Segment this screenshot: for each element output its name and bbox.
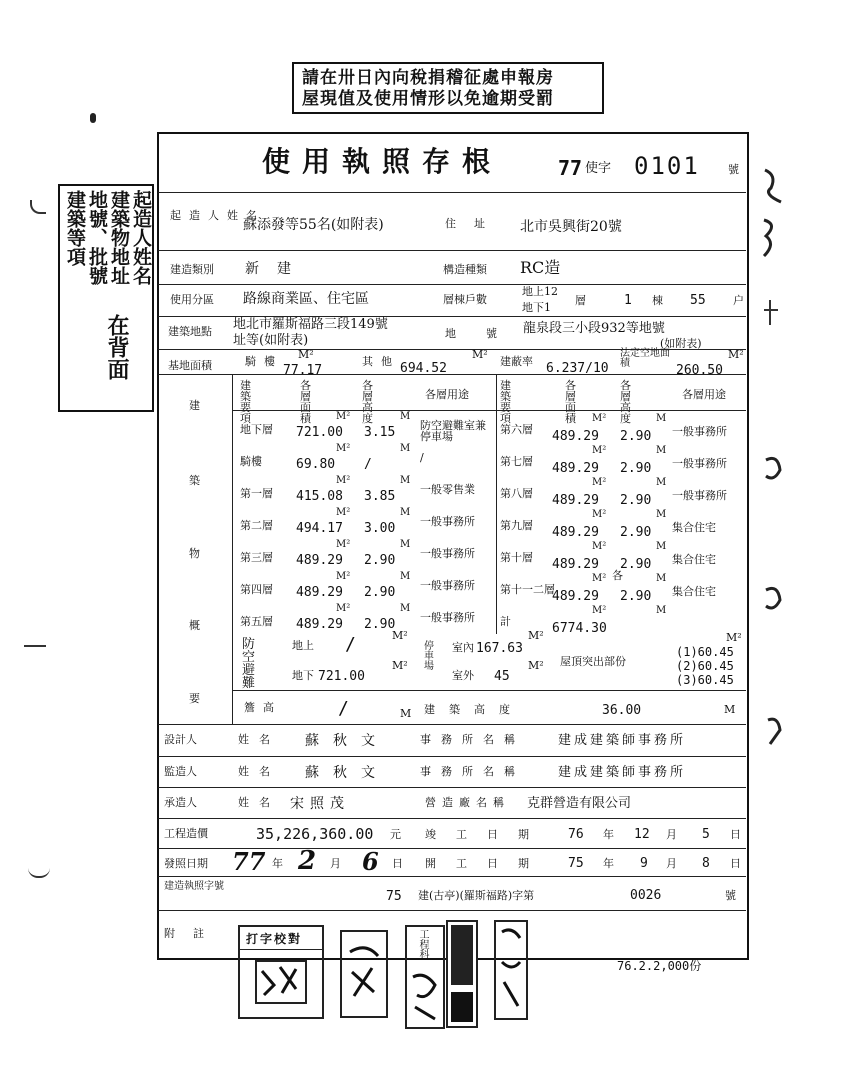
floor-use: 防空避難室兼停車場 <box>420 419 486 443</box>
other-value: 694.52 <box>400 361 447 376</box>
complete-month: 12 <box>634 827 650 842</box>
head-left-area: 各層面積 <box>300 379 317 425</box>
other-label: 其他 <box>362 355 400 368</box>
floors-hu-num: 55 <box>690 293 706 308</box>
site-line2: 址等(如附表) <box>233 333 309 348</box>
floor-use: 集合住宅 <box>672 521 716 534</box>
floor-height: 2.90 <box>620 525 652 540</box>
floor-use: 一般事務所 <box>420 547 475 560</box>
supervisor-office-label: 事務所名稱 <box>420 765 525 778</box>
start-m: 月 <box>666 857 677 870</box>
divider <box>158 818 746 819</box>
floor-height: 3.85 <box>364 489 396 504</box>
side-note-col6: 在背面 <box>104 314 130 380</box>
head-right-use: 各層用途 <box>682 388 726 401</box>
divider <box>158 724 746 725</box>
head-left-height: 各層高度 <box>362 379 379 425</box>
floor-height: 2.90 <box>620 557 652 572</box>
site-label: 建築地點 <box>168 325 212 338</box>
area-unit: M² <box>592 477 607 488</box>
floor-area: 489.29 <box>552 589 599 604</box>
shelter-below-value: 721.00 <box>318 669 365 684</box>
height-unit: M <box>400 507 411 518</box>
floor-height: 2.90 <box>364 585 396 600</box>
divider <box>158 787 746 788</box>
floor-item: 第六層 <box>500 423 533 436</box>
floor-height: 2.90 <box>620 493 652 508</box>
permit-ref-mid: 建(古亭)(羅斯福路)字第 <box>418 889 535 902</box>
issue-m: 月 <box>330 857 341 870</box>
height-unit: M <box>656 573 667 584</box>
category-value: 新建 <box>245 261 309 277</box>
seal-mark <box>496 922 526 1018</box>
permit-char: 使字 <box>585 161 612 176</box>
area-unit: M² <box>592 605 607 616</box>
lot-value: 龍泉段三小段932等地號 <box>523 321 665 336</box>
height-unit: M <box>656 541 667 552</box>
floor-item: 第三層 <box>240 551 273 564</box>
floor-area: 494.17 <box>296 521 343 536</box>
floor-use: 一般事務所 <box>420 515 475 528</box>
floor-use: 一般事務所 <box>672 425 727 438</box>
divider <box>158 910 746 911</box>
permit-ref-no: 0026 <box>630 888 662 903</box>
floor-height: 2.90 <box>620 461 652 476</box>
floor-use: 一般事務所 <box>420 611 475 624</box>
margin-mark <box>24 645 46 647</box>
divider <box>158 756 746 757</box>
floors-dong-num: 1 <box>624 293 632 308</box>
parking-label: 停車場 <box>424 641 434 672</box>
parking-out-value: 45 <box>494 669 510 684</box>
contractor-firm-label: 營造廠名稱 <box>425 796 510 809</box>
site-line1: 地北市羅斯福路三段149號 <box>233 317 388 332</box>
officer-seal-3 <box>446 920 478 1028</box>
parking-in-unit: M² <box>528 629 544 642</box>
issue-month: 2 <box>298 846 317 876</box>
permit-label: 建造執照字號 <box>164 881 224 892</box>
height-unit: M <box>656 445 667 456</box>
floor-height: 2.90 <box>364 553 396 568</box>
divider <box>158 374 746 375</box>
floor-height: 3.15 <box>364 425 396 440</box>
complete-year: 76 <box>568 827 584 842</box>
legal-label: 法定空地面積 <box>620 348 670 369</box>
shelter-label: 防空避難 <box>242 637 260 691</box>
issue-year: 77 <box>232 847 266 876</box>
right-margin-scribble <box>760 160 790 860</box>
area-unit: M² <box>336 603 351 614</box>
head-left-use: 各層用途 <box>425 388 469 401</box>
supervisor-label: 監造人 <box>164 765 197 778</box>
eaves-unit: M <box>400 707 412 720</box>
floor-use: 一般事務所 <box>420 579 475 592</box>
floor-item: 第十層 <box>500 551 533 564</box>
floor-area: 489.29 <box>552 525 599 540</box>
floor-use: 一般零售業 <box>420 483 475 496</box>
issue-d: 日 <box>392 857 403 870</box>
punch-mark <box>90 113 96 123</box>
officer-seal-4 <box>494 920 528 1020</box>
address-value: 北市吳興街20號 <box>520 219 622 235</box>
print-note: 76.2.2,000份 <box>617 959 702 973</box>
arcade-value: 77.17 <box>283 363 323 378</box>
floor-height: 2.90 <box>620 589 652 604</box>
floor-use: 集合住宅 <box>672 553 716 566</box>
designer-label: 設計人 <box>164 733 197 746</box>
height-unit: M <box>400 539 411 550</box>
side-note-col4: 建築等項 <box>64 190 86 266</box>
eaves-value: / <box>338 698 349 719</box>
floor-area: 489.29 <box>296 553 343 568</box>
permit-number: 0101 <box>634 152 700 180</box>
floor-area: 721.00 <box>296 425 343 440</box>
floor-item: 騎樓 <box>240 455 262 468</box>
legal-value: 260.50 <box>676 363 723 378</box>
tax-notice-line1: 請在卅日內向稅捐稽征處申報房 <box>302 68 554 88</box>
each-label: 各 <box>612 569 623 582</box>
area-unit: M² <box>336 443 351 454</box>
start-y: 年 <box>603 857 614 870</box>
parking-out: 室外 <box>452 669 474 682</box>
area-unit: M² <box>592 413 607 424</box>
builder-name: 蘇添發等55名(如附表) <box>243 217 384 233</box>
parking-in: 室內 <box>452 641 474 654</box>
divider <box>158 250 746 251</box>
area-unit: M² <box>336 571 351 582</box>
area-unit: M² <box>592 541 607 552</box>
area-unit: M² <box>592 445 607 456</box>
other-unit-m2: M² <box>472 348 488 361</box>
area-unit: M² <box>592 509 607 520</box>
permit-suffix: 號 <box>728 163 739 176</box>
contractor-firm: 克群營造有限公司 <box>527 796 632 811</box>
head-right-area: 各層面積 <box>565 379 582 425</box>
floor-use: / <box>420 451 424 464</box>
divider <box>232 690 746 691</box>
floor-height: 3.00 <box>364 521 396 536</box>
complete-y: 年 <box>603 828 614 841</box>
coverage-label: 建蔽率 <box>500 355 533 368</box>
designer-name: 蘇秋文 <box>305 733 389 749</box>
floor-item: 第九層 <box>500 519 533 532</box>
address-label: 住址 <box>445 217 503 230</box>
roof-value-2: (2)60.45 <box>676 659 734 673</box>
cost-value: 35,226,360.00 <box>256 825 374 843</box>
permit-ref-suffix: 號 <box>725 889 736 902</box>
floor-item: 計 <box>500 615 511 628</box>
floor-area: 489.29 <box>552 429 599 444</box>
tax-notice-stamp <box>292 62 604 114</box>
floor-height: 2.90 <box>620 429 652 444</box>
eaves-label: 簷高 <box>244 701 282 714</box>
floors-hu: 户 <box>733 294 744 307</box>
floor-area: 489.29 <box>552 557 599 572</box>
area-unit: M² <box>336 539 351 550</box>
floor-item: 第四層 <box>240 583 273 596</box>
head-right-item: 建築要項 <box>500 379 517 425</box>
divider <box>496 374 497 634</box>
head-left-item: 建築要項 <box>240 379 257 425</box>
divider <box>158 876 746 877</box>
form-title: 使用執照存根 <box>262 145 503 178</box>
height-unit: M <box>400 603 411 614</box>
proofread-label: 打字校對 <box>246 932 303 946</box>
height-unit: M <box>656 413 667 424</box>
side-note-col1: 起造人姓名 <box>130 190 152 285</box>
divider <box>232 374 233 724</box>
tax-notice-line2: 屋現值及使用情形以免逾期受罰 <box>302 89 554 109</box>
floor-area: 6774.30 <box>552 621 607 636</box>
issue-y: 年 <box>272 857 283 870</box>
floor-area: 489.29 <box>552 493 599 508</box>
margin-mark <box>30 200 46 214</box>
proofread-stamp <box>238 925 324 1019</box>
floor-use: 一般事務所 <box>672 489 727 502</box>
start-label: 開工日期 <box>425 857 549 870</box>
lot-note: (如附表) <box>660 337 702 350</box>
coverage-value: 6.237/10 <box>546 361 609 376</box>
shelter-above: 地上 <box>292 639 314 652</box>
base-unit-m2: M² <box>298 348 314 361</box>
roof-unit: M² <box>726 631 742 644</box>
roof-value-3: (3)60.45 <box>676 673 734 687</box>
floor-item: 第二層 <box>240 519 273 532</box>
floor-use: 一般事務所 <box>672 457 727 470</box>
supervisor-name-label: 姓名 <box>238 765 280 778</box>
permit-ref-year: 75 <box>386 889 402 904</box>
shelter-above-unit: M² <box>392 629 408 642</box>
area-unit: M² <box>336 411 351 422</box>
floor-item: 第一層 <box>240 487 273 500</box>
start-day: 8 <box>702 856 710 871</box>
height-unit: M <box>656 509 667 520</box>
base-label: 基地面積 <box>168 359 212 372</box>
bldg-side-5: 要 <box>189 692 200 705</box>
parking-out-unit: M² <box>528 659 544 672</box>
divider <box>232 410 746 411</box>
shelter-below-unit: M² <box>392 659 408 672</box>
roof-value-1: (1)60.45 <box>676 645 734 659</box>
floor-area: 489.29 <box>296 585 343 600</box>
supervisor-office: 建成建築師事務所 <box>558 765 687 780</box>
area-unit: M² <box>592 573 607 584</box>
height-unit: M <box>656 605 667 616</box>
floor-area: 489.29 <box>296 617 343 632</box>
engineering-tag: 工程科 <box>417 929 428 959</box>
start-month: 9 <box>640 856 648 871</box>
shelter-above-value: / <box>345 634 356 655</box>
area-unit: M² <box>336 507 351 518</box>
complete-label: 竣工日期 <box>425 828 549 841</box>
side-note-box <box>58 184 154 412</box>
complete-m: 月 <box>666 828 677 841</box>
complete-d: 日 <box>730 828 741 841</box>
contractor-name: 宋照茂 <box>290 796 350 812</box>
seal-mark <box>407 967 443 1027</box>
designer-office-label: 事務所名稱 <box>420 733 525 746</box>
designer-office: 建成建築師事務所 <box>558 733 687 748</box>
floors-above: 地上12 <box>522 285 558 298</box>
contractor-label: 承造人 <box>164 796 197 809</box>
note-label: 附註 <box>164 927 222 940</box>
height-unit: M <box>400 443 411 454</box>
floor-area: 489.29 <box>552 461 599 476</box>
floor-item: 地下層 <box>240 423 273 436</box>
divider <box>240 949 322 950</box>
seal-mark <box>448 922 476 1026</box>
bldg-side-4: 概 <box>189 619 200 632</box>
designer-name-label: 姓名 <box>238 733 280 746</box>
parking-in-value: 167.63 <box>476 641 523 656</box>
floors-label: 層棟戶數 <box>443 293 487 306</box>
bldg-height-label: 建築高度 <box>424 703 524 716</box>
bldg-height-value: 36.00 <box>602 703 642 718</box>
permit-year: 77 <box>558 156 583 180</box>
issue-day: 6 <box>362 847 379 876</box>
officer-seal-2 <box>405 925 445 1029</box>
roof-label: 屋頂突出部份 <box>560 655 626 668</box>
legal-unit-m2: M² <box>728 348 744 361</box>
divider <box>158 284 746 285</box>
shelter-below: 地下 <box>292 669 314 682</box>
floor-item: 第五層 <box>240 615 273 628</box>
head-right-height: 各層高度 <box>620 379 637 425</box>
height-unit: M <box>400 571 411 582</box>
height-unit: M <box>400 475 411 486</box>
floor-item: 第八層 <box>500 487 533 500</box>
officer-seal-1 <box>340 930 388 1018</box>
floor-item: 第十一二層 <box>500 583 555 596</box>
start-d: 日 <box>730 857 741 870</box>
height-unit: M <box>656 477 667 488</box>
issue-label: 發照日期 <box>164 857 208 870</box>
divider <box>158 192 746 193</box>
category-label: 建造類別 <box>170 263 214 276</box>
zone-value: 路線商業區、住宅區 <box>243 291 369 307</box>
floor-area: 69.80 <box>296 457 336 472</box>
contractor-name-label: 姓名 <box>238 796 280 809</box>
lot-label: 地號 <box>445 327 527 340</box>
floor-height: / <box>364 457 372 472</box>
floor-height: 2.90 <box>364 617 396 632</box>
side-note-col3: 地號、批號 <box>86 190 108 285</box>
bldg-height-unit: M <box>724 703 736 716</box>
floors-below: 地下1 <box>522 301 551 314</box>
area-unit: M² <box>336 475 351 486</box>
height-unit: M <box>400 411 411 422</box>
cost-unit: 元 <box>390 828 401 841</box>
seal-mark <box>240 951 322 1017</box>
builder-label: 起造人姓名 <box>170 209 265 222</box>
structure-value: RC造 <box>520 258 561 277</box>
structure-label: 構造種類 <box>443 263 487 276</box>
margin-mark <box>28 868 50 878</box>
complete-day: 5 <box>702 827 710 842</box>
seal-mark <box>342 932 386 1016</box>
arcade-label: 騎樓 <box>245 355 283 368</box>
floor-use: 集合住宅 <box>672 585 716 598</box>
bldg-side-3: 物 <box>189 547 200 560</box>
supervisor-name: 蘇秋文 <box>305 765 389 781</box>
floor-area: 415.08 <box>296 489 343 504</box>
bldg-side-2: 築 <box>189 474 200 487</box>
floors-ceng: 層 <box>575 294 586 307</box>
bldg-side-1: 建 <box>189 399 200 412</box>
zone-label: 使用分區 <box>170 293 214 306</box>
floor-item: 第七層 <box>500 455 533 468</box>
cost-label: 工程造價 <box>164 827 208 840</box>
side-note-col2: 建築物地址 <box>108 190 130 285</box>
floors-dong: 棟 <box>652 294 663 307</box>
start-year: 75 <box>568 856 584 871</box>
